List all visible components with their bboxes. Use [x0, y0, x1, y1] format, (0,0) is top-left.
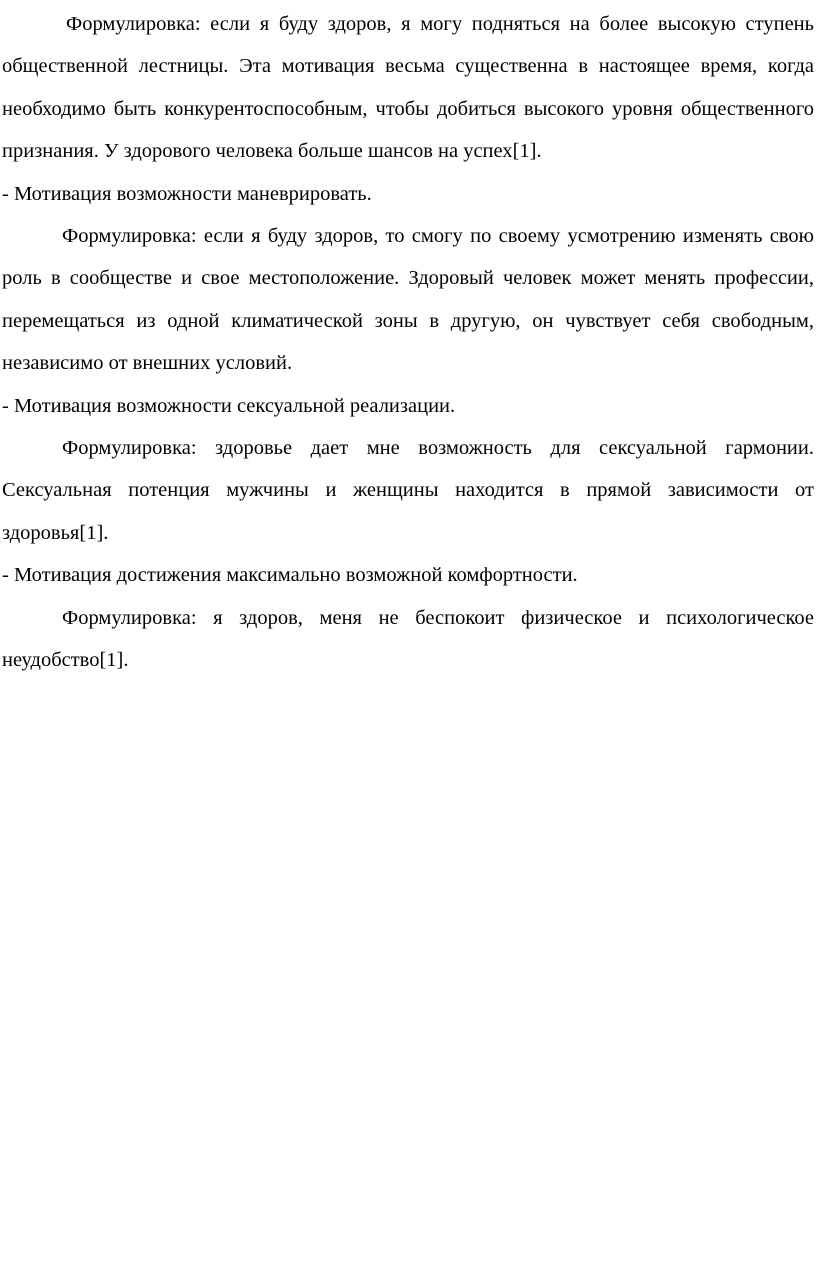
list-item-comfort-motivation: - Мотивация достижения максимально возможной комфортности. — [2, 564, 578, 587]
paragraph-maneuver: Формулировка: если я буду здоров, то смогу по своему усмотрению изменять свою роль в сообществе и свое местоположение. Здоровый человек может менять профессии, перемещаться из одной климатической зоны в другую, он чувствует себя свободным, независимо от внешних условий. — [2, 225, 814, 375]
list-item-maneuver-motivation: - Мотивация возможности маневрировать. — [2, 182, 372, 205]
list-item-sexual-motivation: - Мотивация возможности сексуальной реализации. — [2, 394, 456, 417]
document-body — [2, 3, 814, 682]
paragraph-social-ladder: Формулировка: если я буду здоров, я могу подняться на более высокую ступень общественной лестницы. Эта мотивация весьма существенна в настоящее время, когда необходимо быть конкурентоспособным, чтобы добиться высокого уровня общественного признания. У здорового человека больше шансов на успех[1]. — [2, 13, 814, 163]
paragraph-comfort: Формулировка: я здоров, меня не беспокоит физическое и психологическое неудобство[1]. — [2, 606, 814, 672]
paragraph-sexual-harmony: Формулировка: здоровье дает мне возможность для сексуальной гармонии. Сексуальная потенция мужчины и женщины находится в прямой зависимости от здоровья[1]. — [2, 437, 814, 544]
